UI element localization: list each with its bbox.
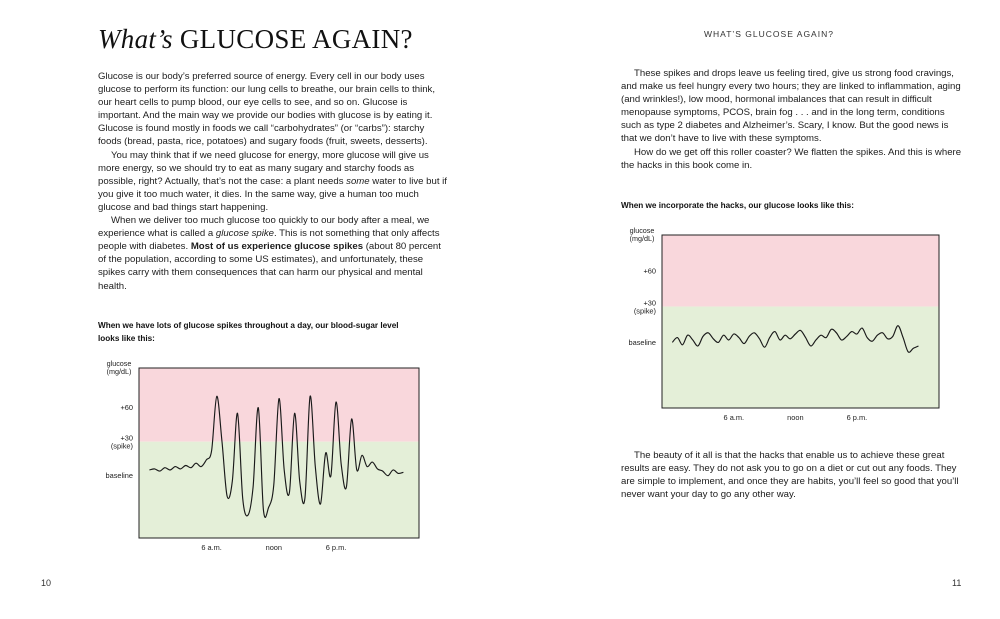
y-tick-label: +60 bbox=[643, 266, 656, 276]
y-tick-label: (spike) bbox=[110, 441, 133, 451]
x-tick-label: 6 p.m. bbox=[325, 543, 347, 552]
chart-zone-normal-zone bbox=[662, 307, 939, 408]
right-paragraph-2: How do we get off this roller coaster? We flatten the spikes. And this is where the hacks in this book come in. bbox=[621, 146, 962, 171]
y-tick-label: +60 bbox=[120, 403, 133, 413]
left-body-text bbox=[98, 70, 448, 293]
chapter-title-caps: GLUCOSE AGAIN? bbox=[179, 24, 413, 54]
left-page-number: 10 bbox=[41, 578, 52, 588]
y-axis-unit-label: (mg/dL) bbox=[629, 234, 655, 243]
y-tick-label: +30 bbox=[120, 433, 133, 443]
right-body-text-top bbox=[621, 67, 966, 172]
y-axis-unit-label: (mg/dL) bbox=[106, 367, 132, 376]
x-tick-label: noon bbox=[787, 413, 804, 422]
right-body-text-bottom bbox=[621, 449, 966, 501]
right-paragraph-3: The beauty of it all is that the hacks that enable us to achieve these great results are easy. They do not ask you to go on a diet or cut out any foods. They are simple to implement, and once they are habits, you’ll feel so good that you’ll never want your day to go any other way. bbox=[621, 450, 959, 501]
right-chart-caption: When we incorporate the hacks, our glucose looks like this: bbox=[621, 201, 854, 210]
x-tick-label: 6 a.m. bbox=[723, 413, 745, 422]
right-page bbox=[500, 0, 1000, 619]
x-tick-label: noon bbox=[265, 543, 283, 552]
y-tick-label: +30 bbox=[643, 298, 656, 308]
y-tick-label: baseline bbox=[105, 471, 133, 481]
flat-glucose-chart bbox=[612, 222, 947, 422]
chapter-title-italic: What’s bbox=[98, 24, 173, 54]
chart-zone-normal-zone bbox=[139, 442, 419, 538]
chart-zone-spike-zone bbox=[139, 368, 419, 442]
right-page-number: 11 bbox=[952, 578, 962, 588]
y-tick-label: baseline bbox=[628, 337, 656, 347]
y-axis-label: glucose bbox=[629, 226, 655, 235]
right-paragraph-1: These spikes and drops leave us feeling tired, give us strong food cravings, and make us feel hungry every two hours; they are linked to inflammation, aging (and wrinkles!), low mood, hormonal imbalances that can result in difficult menopause symptoms, PCOS, brain fog . . . and in the long term, conditions such as type 2 diabetes and Alzheimer’s. Scary, I know. But the good news is that we don’t have to live with these symptoms. bbox=[621, 68, 961, 145]
chapter-title bbox=[98, 24, 413, 55]
x-tick-label: 6 p.m. bbox=[846, 413, 868, 422]
left-paragraph-3: When we deliver too much glucose too quickly to our body after a meal, we experience what is called a glucose spike. This is not something that only affects people with diabetes. Most of us experience glucose spikes (about 80 percent of the population, according to some US estimates), and unfortunately, these spikes carry with them consequences that can harm our physical and mental health. bbox=[98, 215, 441, 292]
running-head: WHAT’S GLUCOSE AGAIN? bbox=[704, 29, 834, 39]
left-chart-caption: When we have lots of glucose spikes throughout a day, our blood-sugar level looks like this: bbox=[98, 321, 399, 343]
chart-zone-spike-zone bbox=[662, 235, 939, 307]
y-tick-label: (spike) bbox=[633, 306, 656, 316]
spiky-glucose-chart bbox=[95, 358, 425, 556]
x-tick-label: 6 a.m. bbox=[201, 543, 222, 552]
left-paragraph-2: You may think that if we need glucose for energy, more glucose will give us more energy, so we should try to eat as many sugary and starchy foods as possible, right? Actually, that’s not the case: a plant needs some water to live but if you give it too much water, it dies. In the same way, give a human too much glucose and bad things start happening. bbox=[98, 149, 447, 213]
left-paragraph-1: Glucose is our body’s preferred source of energy. Every cell in our body uses glucose to perform its function: our lung cells to breathe, our brain cells to think, our heart cells to pump blood, our eye cells to see, and so on. Glucose is important. And the main way we provide our bodies with glucose is by eating it. Glucose is found mostly in foods we call “carbohydrates” (or “carbs”): starchy foods (bread, pasta, rice, potatoes) and sugary foods (fruit, sweets, desserts). bbox=[98, 71, 436, 148]
y-axis-label: glucose bbox=[106, 359, 132, 368]
